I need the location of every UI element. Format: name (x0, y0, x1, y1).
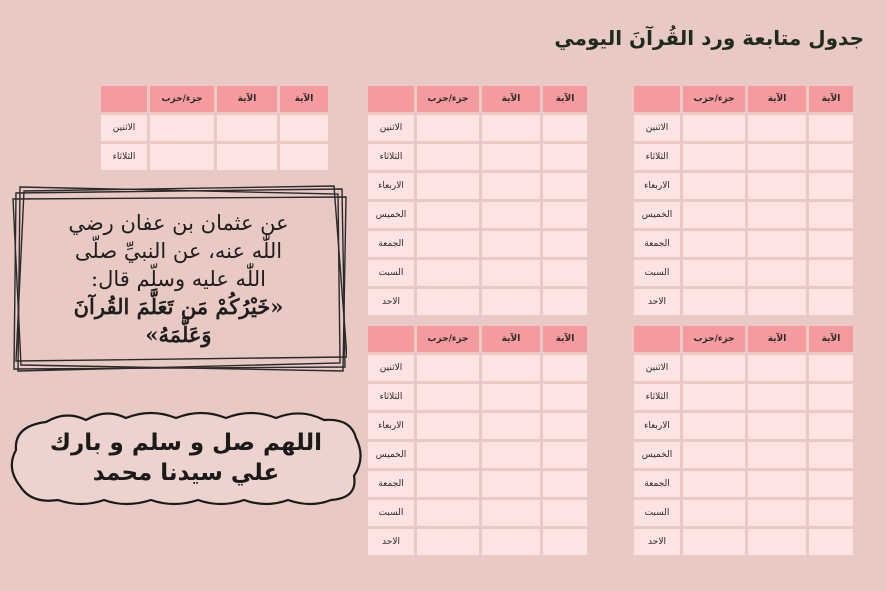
day-label: الاثنين (368, 115, 414, 141)
hadith-text (26, 199, 331, 359)
header-verse-from: الآية (748, 86, 806, 112)
header-part: جزء/حزب (683, 326, 745, 352)
entry-cell[interactable] (482, 413, 540, 439)
entry-cell[interactable] (683, 202, 745, 228)
entry-cell[interactable] (809, 202, 853, 228)
entry-cell[interactable] (417, 500, 479, 526)
entry-cell[interactable] (482, 260, 540, 286)
entry-cell[interactable] (417, 173, 479, 199)
entry-cell[interactable] (280, 144, 328, 170)
entry-cell[interactable] (150, 144, 214, 170)
entry-cell[interactable] (482, 471, 540, 497)
entry-cell[interactable] (543, 144, 587, 170)
dua-box (6, 408, 364, 508)
entry-cell[interactable] (683, 173, 745, 199)
entry-cell[interactable] (809, 471, 853, 497)
day-label: الاربعاء (368, 413, 414, 439)
entry-cell[interactable] (543, 471, 587, 497)
entry-cell[interactable] (417, 442, 479, 468)
entry-cell[interactable] (482, 529, 540, 555)
entry-cell[interactable] (482, 442, 540, 468)
entry-cell[interactable] (748, 231, 806, 257)
day-label: الاربعاء (634, 173, 680, 199)
dua-text (36, 422, 336, 494)
entry-cell[interactable] (809, 289, 853, 315)
entry-cell[interactable] (417, 413, 479, 439)
entry-cell[interactable] (683, 529, 745, 555)
entry-cell[interactable] (809, 144, 853, 170)
day-label: الثلاثاء (368, 384, 414, 410)
header-verse-from: الآية (748, 326, 806, 352)
entry-cell[interactable] (543, 231, 587, 257)
day-label: الاحد (368, 529, 414, 555)
entry-cell[interactable] (417, 260, 479, 286)
entry-cell[interactable] (482, 173, 540, 199)
entry-cell[interactable] (748, 529, 806, 555)
day-label: السبت (368, 500, 414, 526)
entry-cell[interactable] (748, 413, 806, 439)
header-verse-to: الآية (543, 326, 587, 352)
day-label: الخميس (368, 202, 414, 228)
entry-cell[interactable] (543, 529, 587, 555)
entry-cell[interactable] (543, 115, 587, 141)
entry-cell[interactable] (683, 471, 745, 497)
entry-cell[interactable] (417, 231, 479, 257)
tracker-table-week-2 (634, 86, 853, 315)
entry-cell[interactable] (417, 384, 479, 410)
header-verse-to: الآية (280, 86, 328, 112)
entry-cell[interactable] (809, 529, 853, 555)
page-title: جدول متابعة ورد القُرآنَ اليومي (554, 26, 864, 50)
entry-cell[interactable] (809, 413, 853, 439)
day-label: الاحد (634, 289, 680, 315)
entry-cell[interactable] (683, 144, 745, 170)
tracker-table-week-1 (368, 86, 587, 315)
entry-cell[interactable] (543, 442, 587, 468)
entry-cell[interactable] (417, 115, 479, 141)
entry-cell[interactable] (748, 144, 806, 170)
entry-cell[interactable] (748, 355, 806, 381)
entry-cell[interactable] (748, 471, 806, 497)
entry-cell[interactable] (809, 231, 853, 257)
header-verse-from: الآية (482, 326, 540, 352)
dua-line: علي سيدنا محمد (92, 460, 280, 486)
entry-cell[interactable] (417, 529, 479, 555)
entry-cell[interactable] (809, 115, 853, 141)
entry-cell[interactable] (748, 260, 806, 286)
dua-line: اللهم صل و سلم و بارك (49, 430, 323, 456)
header-part: جزء/حزب (683, 86, 745, 112)
entry-cell[interactable] (748, 384, 806, 410)
entry-cell[interactable] (482, 144, 540, 170)
entry-cell[interactable] (150, 115, 214, 141)
entry-cell[interactable] (543, 413, 587, 439)
entry-cell[interactable] (683, 355, 745, 381)
day-label: السبت (634, 500, 680, 526)
day-label: الثلاثاء (368, 144, 414, 170)
header-part: جزء/حزب (417, 326, 479, 352)
entry-cell[interactable] (217, 144, 277, 170)
day-label: الاحد (368, 289, 414, 315)
entry-cell[interactable] (417, 355, 479, 381)
entry-cell[interactable] (748, 442, 806, 468)
entry-cell[interactable] (748, 202, 806, 228)
entry-cell[interactable] (543, 202, 587, 228)
day-label: الثلاثاء (634, 384, 680, 410)
day-label: الثلاثاء (101, 144, 147, 170)
entry-cell[interactable] (482, 355, 540, 381)
entry-cell[interactable] (417, 289, 479, 315)
header-verse-to: الآية (809, 86, 853, 112)
day-label: الجمعة (368, 471, 414, 497)
entry-cell[interactable] (809, 442, 853, 468)
hadith-line: وَعَلَّمَهُ» (145, 322, 212, 347)
day-label: الاثنين (634, 115, 680, 141)
entry-cell[interactable] (683, 231, 745, 257)
day-label: الثلاثاء (634, 144, 680, 170)
entry-cell[interactable] (417, 202, 479, 228)
entry-cell[interactable] (482, 231, 540, 257)
entry-cell[interactable] (809, 500, 853, 526)
entry-cell[interactable] (809, 355, 853, 381)
header-part: جزء/حزب (150, 86, 214, 112)
day-label: الجمعة (634, 471, 680, 497)
entry-cell[interactable] (543, 355, 587, 381)
entry-cell[interactable] (683, 500, 745, 526)
tracker-table-week-3 (368, 326, 587, 555)
entry-cell[interactable] (683, 115, 745, 141)
entry-cell[interactable] (482, 289, 540, 315)
header-verse-to: الآية (543, 86, 587, 112)
entry-cell[interactable] (217, 115, 277, 141)
day-label: السبت (368, 260, 414, 286)
entry-cell[interactable] (748, 115, 806, 141)
header-corner (634, 86, 680, 112)
header-corner (368, 326, 414, 352)
day-label: الاثنين (634, 355, 680, 381)
entry-cell[interactable] (417, 144, 479, 170)
header-corner (634, 326, 680, 352)
day-label: الاثنين (368, 355, 414, 381)
day-label: السبت (634, 260, 680, 286)
entry-cell[interactable] (683, 260, 745, 286)
entry-cell[interactable] (482, 500, 540, 526)
entry-cell[interactable] (417, 471, 479, 497)
day-label: الجمعة (368, 231, 414, 257)
entry-cell[interactable] (543, 173, 587, 199)
entry-cell[interactable] (482, 202, 540, 228)
day-label: الخميس (368, 442, 414, 468)
entry-cell[interactable] (748, 500, 806, 526)
hadith-quote-box (12, 185, 347, 372)
day-label: الاحد (634, 529, 680, 555)
hadith-line: عن عثمان بن عفان رضي (68, 211, 289, 235)
day-label: الاثنين (101, 115, 147, 141)
tracker-table-week-4 (634, 326, 853, 555)
entry-cell[interactable] (543, 260, 587, 286)
entry-cell[interactable] (683, 413, 745, 439)
day-label: الخميس (634, 202, 680, 228)
day-label: الجمعة (634, 231, 680, 257)
entry-cell[interactable] (280, 115, 328, 141)
header-corner (368, 86, 414, 112)
entry-cell[interactable] (543, 289, 587, 315)
entry-cell[interactable] (809, 260, 853, 286)
header-verse-from: الآية (217, 86, 277, 112)
entry-cell[interactable] (683, 384, 745, 410)
day-label: الاربعاء (634, 413, 680, 439)
hadith-line: اللّٰه عليه وسلّم قال: (91, 267, 266, 291)
entry-cell[interactable] (683, 289, 745, 315)
hadith-line: اللّٰه عنه، عن النبيِّ صلّى (74, 239, 283, 263)
entry-cell[interactable] (482, 384, 540, 410)
entry-cell[interactable] (683, 442, 745, 468)
header-verse-to: الآية (809, 326, 853, 352)
entry-cell[interactable] (809, 173, 853, 199)
day-label: الاربعاء (368, 173, 414, 199)
tracker-table-partial (101, 86, 328, 170)
header-verse-from: الآية (482, 86, 540, 112)
hadith-line: «خَيْرُكُمْ مَن تَعَلَّمَ القُرآنَ (73, 294, 284, 319)
entry-cell[interactable] (543, 384, 587, 410)
entry-cell[interactable] (482, 115, 540, 141)
day-label: الخميس (634, 442, 680, 468)
entry-cell[interactable] (809, 384, 853, 410)
header-corner (101, 86, 147, 112)
header-part: جزء/حزب (417, 86, 479, 112)
entry-cell[interactable] (748, 289, 806, 315)
entry-cell[interactable] (748, 173, 806, 199)
entry-cell[interactable] (543, 500, 587, 526)
